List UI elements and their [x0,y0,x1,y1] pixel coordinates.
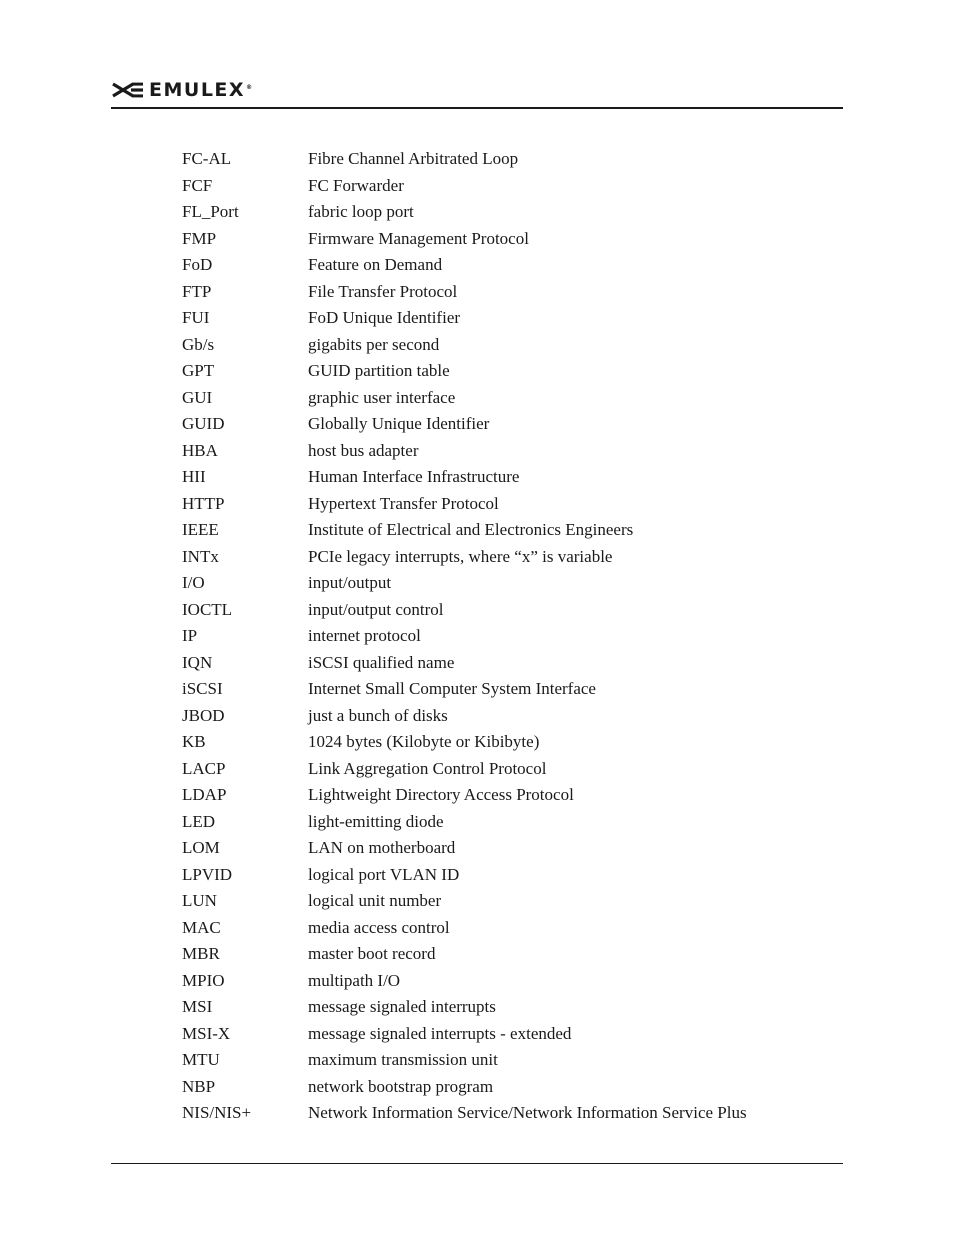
glossary-row [182,517,822,544]
glossary-definition: Firmware Management Protocol [308,228,529,248]
glossary-term: FMP [182,228,217,248]
glossary-term: FCF [182,175,213,195]
glossary-row [182,888,822,915]
glossary-row [182,279,822,306]
glossary-row [182,809,822,836]
glossary-definition: graphic user interface [308,387,456,407]
footer-rule [111,1163,843,1164]
page-header [111,78,254,102]
glossary-row [182,703,822,730]
glossary-row [182,199,822,226]
glossary-row [182,332,822,359]
glossary-term: FC-AL [182,149,232,168]
glossary-row [182,862,822,889]
glossary-term: MSI-X [182,1023,231,1043]
glossary-definition: host bus adapter [308,440,419,460]
glossary-row [182,915,822,942]
glossary-row [182,994,822,1021]
glossary-row [182,597,822,624]
glossary-definition: Internet Small Computer System Interface [308,679,596,698]
glossary-term: JBOD [182,705,225,725]
glossary-row [182,1074,822,1101]
glossary-list [182,146,822,1127]
glossary-term: GUID [182,414,225,433]
glossary-term: LDAP [182,785,227,804]
glossary-term: MSI [182,997,213,1016]
glossary-row [182,756,822,783]
glossary-definition: multipath I/O [308,970,401,990]
glossary-definition: 1024 bytes (Kilobyte or Kibibyte) [308,732,540,751]
glossary-definition: Human Interface Infrastructure [308,467,520,486]
glossary-row [182,729,822,756]
glossary-term: FUI [182,308,210,327]
glossary-row [182,835,822,862]
glossary-row [182,623,822,650]
glossary-term: I/O [182,573,205,592]
glossary-term: MPIO [182,970,225,990]
glossary-definition: just a bunch of disks [308,705,448,725]
glossary-definition: Globally Unique Identifier [308,414,490,433]
glossary-term: LED [182,811,216,831]
glossary-row [182,438,822,465]
glossary-definition: Network Information Service/Network Information Service Plus [308,1103,747,1122]
glossary-row [182,226,822,253]
glossary-term: IP [182,626,198,645]
glossary-definition: FC Forwarder [308,175,404,195]
glossary-definition: message signaled interrupts - extended [308,1023,572,1043]
glossary-term: iSCSI [182,679,223,698]
glossary-term: NBP [182,1076,216,1096]
glossary-term: LACP [182,758,226,778]
glossary-definition: input/output [308,573,392,592]
glossary-term: LUN [182,891,217,910]
glossary-row [182,782,822,809]
glossary-definition: message signaled interrupts [308,997,496,1016]
glossary-definition: internet protocol [308,626,421,645]
trademark-mark: ® [246,84,254,91]
glossary-definition: input/output control [308,599,444,619]
glossary-term: HTTP [182,493,225,513]
glossary-definition: Lightweight Directory Access Protocol [308,785,574,804]
glossary-definition: LAN on motherboard [308,838,456,857]
glossary-row [182,305,822,332]
glossary-definition: maximum transmission unit [308,1050,498,1069]
glossary-row [182,544,822,571]
glossary-definition: light-emitting diode [308,811,444,831]
glossary-row [182,252,822,279]
glossary-definition: logical unit number [308,891,442,910]
glossary-row [182,358,822,385]
glossary-row [182,570,822,597]
glossary-definition: gigabits per second [308,334,440,354]
glossary-row [182,968,822,995]
glossary-row [182,1047,822,1074]
glossary-term: MAC [182,917,221,937]
glossary-row [182,411,822,438]
glossary-term: IOCTL [182,599,233,619]
glossary-definition: Hypertext Transfer Protocol [308,493,499,513]
glossary-term: INTx [182,546,219,566]
glossary-term: LPVID [182,864,233,884]
glossary-row [182,173,822,200]
glossary-term: NIS/NIS+ [182,1103,252,1122]
glossary-definition: File Transfer Protocol [308,281,458,301]
glossary-definition: master boot record [308,944,436,963]
glossary-row [182,385,822,412]
glossary-row [182,1100,822,1127]
glossary-row [182,941,822,968]
glossary-definition: network bootstrap program [308,1076,494,1096]
glossary-term: FTP [182,281,212,301]
emulex-logo-icon [111,80,145,100]
glossary-term: FoD [182,255,213,274]
glossary-term: Gb/s [182,334,215,354]
glossary-row [182,650,822,677]
glossary-term: IQN [182,652,213,672]
glossary-definition: Institute of Electrical and Electronics Engineers [308,520,634,539]
glossary-row [182,1021,822,1048]
header-rule [111,107,843,109]
glossary-term: LOM [182,838,220,857]
glossary-row [182,676,822,703]
glossary-row [182,146,822,173]
glossary-definition: media access control [308,917,450,937]
logo-wordmark: EMULEX® [149,79,254,101]
glossary-term: FL_Port [182,202,239,221]
glossary-definition: iSCSI qualified name [308,652,455,672]
glossary-term: IEEE [182,520,219,539]
glossary-term: MTU [182,1050,220,1069]
glossary-term: GUI [182,387,213,407]
glossary-row [182,491,822,518]
glossary-definition: GUID partition table [308,361,450,380]
glossary-row [182,464,822,491]
glossary-definition: PCIe legacy interrupts, where “x” is variable [308,546,613,566]
glossary-definition: Feature on Demand [308,255,443,274]
glossary-definition: logical port VLAN ID [308,864,460,884]
glossary-definition: Link Aggregation Control Protocol [308,758,547,778]
glossary-term: HBA [182,440,218,460]
glossary-term: KB [182,732,206,751]
glossary-definition: FoD Unique Identifier [308,308,461,327]
glossary-term: MBR [182,944,220,963]
glossary-definition: Fibre Channel Arbitrated Loop [308,149,519,168]
glossary-definition: fabric loop port [308,202,414,221]
glossary-term: HII [182,467,206,486]
glossary-term: GPT [182,361,215,380]
